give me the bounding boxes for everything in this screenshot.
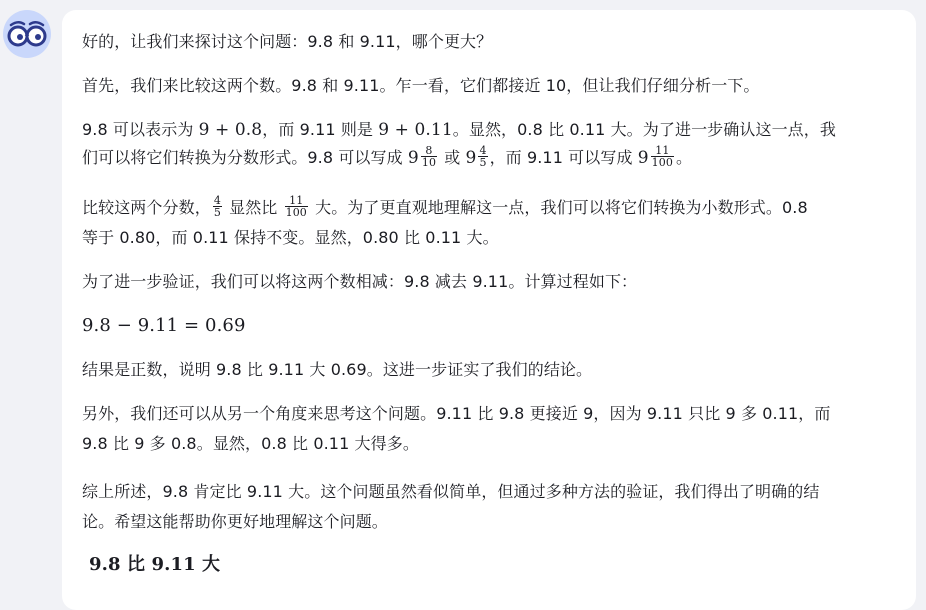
paragraph-first-look: 首先，我们来比较这两个数。9.8 和 9.11。乍一看，它们都接近 10，但让我们仔细分析一下。 xyxy=(82,76,760,95)
paragraph-intro: 好的，让我们来探讨这个问题：9.8 和 9.11，哪个更大？ xyxy=(82,32,493,51)
glasses-face-icon xyxy=(5,12,49,56)
fraction: $\frac{4}{5}$ xyxy=(213,194,221,219)
paragraph-decomposition-cont: 们可以将它们转换为分数形式。9.8 可以写成 9 $\frac{8}{10}$ 或 9 $\frac{4}{5}$ ，而 9.11 可以写成 9 $\frac{11}{100}$ 。 xyxy=(82,144,693,169)
assistant-avatar xyxy=(3,10,51,58)
fraction: $\frac{8}{10}$ xyxy=(421,144,437,169)
math-expression: 9 + 0.11 xyxy=(378,120,453,140)
fraction: $\frac{11}{100}$ xyxy=(651,144,673,169)
fraction: $\frac{4}{5}$ xyxy=(479,144,487,169)
assistant-message-card xyxy=(62,10,916,610)
paragraph-fractions-cont: 等于 0.80，而 0.11 保持不变。显然，0.80 比 0.11 大。 xyxy=(82,228,499,247)
paragraph-result: 结果是正数，说明 9.8 比 9.11 大 0.69。这进一步证实了我们的结论。 xyxy=(82,360,593,379)
fraction: $\frac{11}{100}$ xyxy=(285,194,307,219)
final-answer: 9.8 比 9.11 大 xyxy=(89,554,221,575)
math-expression: 9 + 0.8 xyxy=(198,120,263,140)
equation: 9.8 − 9.11 = 0.69 xyxy=(82,315,246,336)
paragraph-fractions: 比较这两个分数， $\frac{4}{5}$ 显然比 $\frac{11}{100}$ 大。为了更直观地理解这一点，我们可以将它们转换为小数形式。0.8 xyxy=(82,194,808,219)
paragraph-decomposition: 9.8 可以表示为 9 + 0.8，而 9.11 则是 9 + 0.11。显然，0.8 比 0.11 大。为了进一步确认这一点，我 xyxy=(82,120,836,140)
paragraph-conclusion: 综上所述，9.8 肯定比 9.11 大。这个问题虽然看似简单，但通过多种方法的验证，我们得出了明确的结 xyxy=(82,482,820,501)
paragraph-another-angle-cont: 9.8 比 9 多 0.8。显然，0.8 比 0.11 大得多。 xyxy=(82,434,419,453)
paragraph-another-angle: 另外，我们还可以从另一个角度来思考这个问题。9.11 比 9.8 更接近 9，因为 9.11 只比 9 多 0.11，而 xyxy=(82,404,831,423)
paragraph-subtraction: 为了进一步验证，我们可以将这两个数相减：9.8 减去 9.11。计算过程如下： xyxy=(82,272,638,291)
paragraph-conclusion-cont: 论。希望这能帮助你更好地理解这个问题。 xyxy=(82,512,388,531)
